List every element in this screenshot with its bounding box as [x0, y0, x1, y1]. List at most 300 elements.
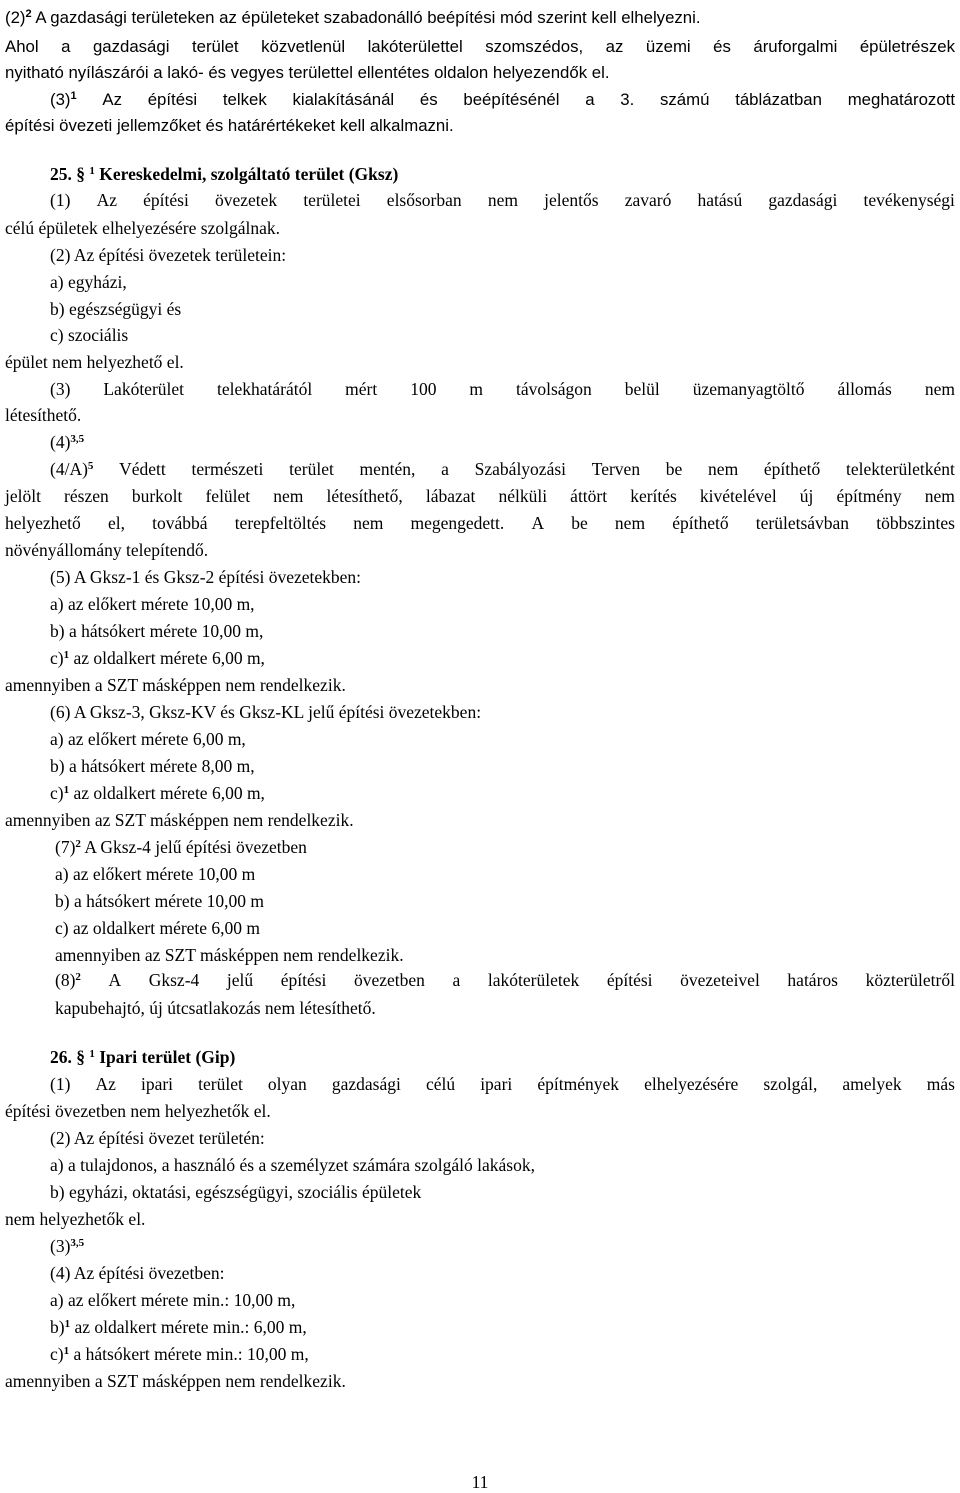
text-run: üzemanyagtöltő [692, 379, 805, 399]
text-line-s25p4 [50, 432, 84, 454]
word [606, 37, 624, 59]
word [141, 1074, 173, 1096]
word [420, 90, 438, 112]
word [592, 459, 640, 481]
text-run: üzemi [645, 37, 691, 56]
text-line-s26p4b [50, 1317, 307, 1339]
text-run: (3) [50, 90, 71, 109]
word [50, 190, 70, 212]
text-run: amennyiben a SZT másképpen nem rendelkezik. [5, 675, 346, 695]
text-run: (3) [50, 379, 71, 399]
text-run: felület [205, 486, 251, 506]
text-run: b) a hátsókert mérete 8,00 m, [50, 756, 255, 776]
text-run: nem helyezhetők el. [5, 1209, 146, 1229]
word [646, 37, 691, 59]
word [235, 513, 326, 535]
word [223, 90, 267, 112]
text-run: terepfeltöltés [234, 513, 327, 533]
text-run: Lakóterület [103, 379, 185, 399]
text-line-s25p6b [50, 756, 255, 778]
text-run: építési [147, 90, 198, 109]
text-run: zavaró [624, 190, 672, 210]
word [615, 513, 645, 535]
text-run: nem [614, 513, 646, 533]
text-run: nélküli [498, 486, 548, 506]
footnote-ref: 3,5 [70, 1237, 85, 1249]
text-run: beépítésénél [463, 90, 560, 109]
word [571, 513, 588, 535]
word [217, 379, 312, 401]
word [620, 90, 634, 112]
word [119, 459, 166, 481]
text-line-s25p2 [50, 245, 286, 267]
text-run: kerítés [630, 486, 677, 506]
text-run: létesíthető, [326, 486, 403, 506]
word [537, 1074, 619, 1096]
text-run: építési [280, 970, 327, 990]
word [215, 190, 277, 212]
footnote-ref: 3,5 [70, 433, 85, 445]
text-line-p1b [5, 37, 955, 59]
word [426, 486, 476, 508]
text-run: a [585, 90, 595, 109]
text-run: olyan [267, 1074, 307, 1094]
text-run: telekhatárától [216, 379, 313, 399]
text-run: (1) [50, 190, 71, 210]
text-line-p1c [5, 63, 610, 85]
word [498, 486, 547, 508]
word [387, 190, 462, 212]
text-run: telkek [222, 90, 267, 109]
word [531, 513, 544, 535]
word [148, 90, 197, 112]
word [585, 90, 594, 112]
word [55, 970, 81, 992]
text-run: az oldalkert mérete min.: 6,00 m, [70, 1317, 307, 1337]
text-run: Az [102, 90, 122, 109]
text-run: a) egyházi, [50, 272, 127, 292]
text-run: jelölt [5, 486, 41, 506]
text-run: számú [660, 90, 710, 109]
text-line-s25p6 [50, 702, 481, 724]
word [480, 1074, 512, 1096]
word [672, 513, 728, 535]
text-line-s25p7c [55, 918, 260, 940]
word [660, 90, 709, 112]
text-run: nem [708, 459, 739, 479]
word [354, 970, 425, 992]
text-run: (2) Az építési övezetek területein: [50, 245, 287, 265]
text-run: (5) A Gksz-1 és Gksz-2 építési övezetekben: [50, 567, 362, 587]
text-run: be [571, 513, 588, 533]
word [544, 190, 598, 212]
word [693, 379, 805, 401]
word [630, 486, 677, 508]
text-run: építési [143, 190, 189, 210]
word [273, 486, 303, 508]
word [680, 970, 760, 992]
text-run: mentén, [359, 459, 416, 479]
word [488, 190, 518, 212]
word [570, 486, 607, 508]
text-line-s25 [50, 164, 398, 186]
word [205, 486, 250, 508]
text-run: gazdasági [768, 190, 838, 210]
text-run: a [452, 970, 461, 990]
text-run: szolgál, [763, 1074, 818, 1094]
text-run: jelentős [544, 190, 599, 210]
word [5, 513, 81, 535]
text-run: gazdasági [331, 1074, 401, 1094]
word [787, 970, 838, 992]
word [768, 190, 837, 212]
word [227, 970, 253, 992]
text-run: áttört [570, 486, 608, 506]
word [666, 459, 683, 481]
text-run: 25. § [50, 164, 90, 184]
word [109, 970, 122, 992]
word [485, 37, 583, 59]
text-run: állomás [837, 379, 892, 399]
word [625, 190, 672, 212]
text-run: mért [345, 379, 378, 399]
word [353, 513, 383, 535]
word [860, 37, 955, 59]
word [848, 90, 955, 112]
text-run: nem [924, 379, 955, 399]
text-line-s25p7a [55, 864, 255, 886]
word [469, 379, 483, 401]
text-run: övezeteivel [680, 970, 760, 990]
text-line-s25p5b [50, 621, 263, 643]
word [837, 379, 891, 401]
text-line-s26p4a [50, 1290, 295, 1312]
footnote-ref: 1 [89, 165, 95, 177]
text-run: létesíthető. [5, 405, 82, 425]
text-run: épületrészek [859, 37, 955, 56]
footnote-ref: 2 [25, 8, 32, 20]
word [64, 486, 109, 508]
word [303, 190, 360, 212]
word [864, 190, 955, 212]
text-line-p2b [5, 116, 454, 138]
word [50, 459, 93, 481]
text-run: nyitható nyílászárói a lakó- és vegyes területtel ellentétes oldalon helyezendők el. [5, 63, 610, 82]
text-line-s26p4 [50, 1263, 224, 1285]
text-run: nem [924, 486, 955, 506]
word [876, 513, 955, 535]
text-run: Szabályozási [474, 459, 567, 479]
text-run: (3) [50, 1236, 71, 1256]
text-run: b) egészségügyi és [50, 299, 182, 319]
text-run: burkolt [131, 486, 183, 506]
word [152, 513, 207, 535]
footnote-ref: 1 [89, 1048, 95, 1060]
word [836, 486, 901, 508]
text-run: övezetben [354, 970, 425, 990]
text-line-s25p8b [55, 998, 376, 1020]
text-run: áruforgalmi [753, 37, 838, 56]
text-run: A Gksz-4 jelű építési övezetben [80, 837, 307, 857]
word [927, 1074, 955, 1096]
text-run: el, [107, 513, 125, 533]
word [149, 970, 200, 992]
word [756, 513, 849, 535]
footnote-ref: 2 [75, 838, 81, 850]
footnote-ref: 1 [64, 1318, 71, 1330]
text-run: építmény [836, 486, 902, 506]
text-run: a) az előkert mérete 6,00 m, [50, 729, 246, 749]
text-run: amelyek [842, 1074, 902, 1094]
text-run: célú épületek elhelyezésére szolgálnak. [5, 218, 280, 238]
word [50, 90, 77, 112]
text-run: többszintes [876, 513, 955, 533]
text-run: területei [303, 190, 361, 210]
text-run: 100 [410, 379, 437, 399]
text-line-s25p4a4 [5, 540, 208, 562]
text-run: hatású [697, 190, 743, 210]
text-run: ipari [480, 1074, 513, 1094]
text-run: b) a hátsókert mérete 10,00 m [55, 891, 264, 911]
text-run: növényállomány telepítendő. [5, 540, 209, 560]
text-line-s25p2a [50, 272, 127, 294]
word [488, 970, 579, 992]
word [411, 513, 505, 535]
text-run: lábazat [425, 486, 476, 506]
text-run: Terven [591, 459, 641, 479]
footnote-ref: 1 [63, 1345, 70, 1357]
text-line-s26p2 [50, 1128, 265, 1150]
text-run: (1) [50, 1074, 71, 1094]
word [97, 190, 117, 212]
text-line-s25p8a [55, 970, 955, 992]
footnote-ref: 1 [70, 90, 77, 102]
text-run: c) [50, 1344, 64, 1364]
text-line-s26p1b [5, 1101, 271, 1123]
text-run: elsősorban [386, 190, 462, 210]
text-run: táblázatban [735, 90, 822, 109]
text-line-s26p4d [5, 1371, 346, 1393]
word [143, 190, 189, 212]
word [441, 459, 449, 481]
text-line-s25p6d [5, 810, 354, 832]
word [644, 1074, 738, 1096]
text-run: b) [50, 1317, 65, 1337]
text-run: nem [353, 513, 384, 533]
text-line-s26p4c [50, 1344, 309, 1366]
text-run: jelű [226, 970, 254, 990]
word [925, 486, 955, 508]
text-line-s25p3b [5, 405, 81, 427]
text-run: terület [198, 1074, 243, 1094]
text-run: amennyiben a SZT másképpen nem rendelkezik. [5, 1371, 346, 1391]
text-line-s25p4a1 [50, 459, 955, 481]
text-line-s25p5 [50, 567, 361, 589]
word [93, 37, 170, 59]
word [866, 970, 955, 992]
text-run: terület [289, 459, 334, 479]
text-line-p2a [50, 90, 955, 112]
text-line-s26p3 [50, 1236, 84, 1258]
text-run: övezetek [214, 190, 278, 210]
text-run: (4) [50, 432, 71, 452]
word [753, 37, 837, 59]
word [61, 37, 70, 59]
text-run: nem [487, 190, 518, 210]
text-run: a hátsókert mérete min.: 10,00 m, [69, 1344, 309, 1364]
text-run: és [713, 37, 731, 56]
word [5, 37, 39, 59]
text-line-s26 [50, 1047, 235, 1069]
word [698, 190, 743, 212]
word [102, 90, 122, 112]
text-run: Ahol [5, 37, 39, 56]
text-line-s26p2c [5, 1209, 145, 1231]
text-line-s25p1b [5, 218, 280, 240]
word [198, 1074, 243, 1096]
footnote-ref: 2 [75, 971, 81, 983]
word [426, 1074, 455, 1096]
word [410, 379, 436, 401]
text-run: Az [96, 190, 117, 210]
word [268, 1074, 307, 1096]
text-run: (4/A) [50, 459, 88, 479]
text-run: kapubehajtó, új útcsatlakozás nem létesíthető. [55, 998, 376, 1018]
text-run: (6) A Gksz-3, Gksz-KV és Gksz-KL jelű építési övezetekben: [50, 702, 482, 722]
word [292, 90, 394, 112]
text-line-s26p2a [50, 1155, 535, 1177]
text-line-s26p1a [50, 1074, 955, 1096]
text-run: helyezhető [5, 513, 81, 533]
word [842, 1074, 901, 1096]
word [261, 37, 345, 59]
text-run: (2) [5, 8, 26, 27]
text-line-s25p1a [50, 190, 955, 212]
text-line-s25p7d [55, 945, 404, 967]
text-line-s25p6a [50, 729, 246, 751]
text-run: c) az oldalkert mérete 6,00 m [55, 918, 261, 938]
text-run: az [605, 37, 624, 56]
text-run: a [61, 37, 71, 56]
word [925, 379, 955, 401]
footnote-ref: 5 [87, 460, 94, 472]
text-line-s25p7b [55, 891, 264, 913]
word [708, 459, 738, 481]
text-run: 26. § [50, 1047, 90, 1067]
text-line-s25p7 [55, 837, 307, 859]
text-run: Az [95, 1074, 116, 1094]
word [453, 970, 461, 992]
text-run: építmények [537, 1074, 619, 1094]
text-run: c) szociális [50, 325, 129, 345]
text-line-s25p5d [5, 675, 346, 697]
text-line-s25p4a3 [5, 513, 955, 535]
word [368, 37, 463, 59]
text-run: A [531, 513, 545, 533]
text-run: meghatározott [847, 90, 955, 109]
text-run: építhető [763, 459, 821, 479]
text-run: a) az előkert mérete min.: 10,00 m, [50, 1290, 296, 1310]
text-run: és [419, 90, 438, 109]
text-run: (7) [55, 837, 76, 857]
text-run: az oldalkert mérete 6,00 m, [69, 783, 265, 803]
text-run: (2) Az építési övezet területén: [50, 1128, 265, 1148]
text-run: a) az előkert mérete 10,00 m [55, 864, 256, 884]
word [800, 486, 814, 508]
word [132, 486, 183, 508]
text-run: elhelyezésére [644, 1074, 739, 1094]
text-run: (8) [55, 970, 76, 990]
text-run: ipari [140, 1074, 174, 1094]
text-run: közvetlenül [261, 37, 346, 56]
text-run: közterületről [865, 970, 955, 990]
text-run: telekterületként [846, 459, 955, 479]
text-run: m [469, 379, 484, 399]
text-run: nem [273, 486, 304, 506]
word [103, 379, 184, 401]
text-line-s25p4a2 [5, 486, 955, 508]
text-run: természeti [191, 459, 264, 479]
word [625, 379, 660, 401]
word [289, 459, 334, 481]
text-run: 3. [620, 90, 635, 109]
text-run: határos [787, 970, 838, 990]
text-run: megengedett. [410, 513, 505, 533]
word [332, 1074, 401, 1096]
word [735, 90, 822, 112]
word [192, 459, 264, 481]
text-run: a [441, 459, 449, 479]
word [192, 37, 239, 59]
text-run: szomszédos, [485, 37, 584, 56]
word [50, 1074, 70, 1096]
text-run: más [926, 1074, 955, 1094]
word [713, 37, 731, 59]
text-run: távolságon [515, 379, 592, 399]
text-run: épület nem helyezhető el. [5, 352, 184, 372]
text-run: Ipari terület (Gip) [94, 1047, 236, 1067]
text-line-s25p6c [50, 783, 265, 805]
text-line-s25p2b [50, 299, 181, 321]
text-run: építhető [672, 513, 729, 533]
word [763, 1074, 817, 1096]
text-line-s25p2d [5, 352, 184, 374]
word [463, 90, 559, 112]
text-run: Védett [119, 459, 166, 479]
text-run: terület [191, 37, 239, 56]
word [764, 459, 820, 481]
text-run: Gksz-4 [148, 970, 200, 990]
text-line-s25p5a [50, 594, 255, 616]
text-run: területsávban [755, 513, 850, 533]
word [108, 513, 125, 535]
text-line-s25p2c [50, 325, 128, 347]
text-run: be [665, 459, 683, 479]
text-run: b) egyházi, oktatási, egészségügyi, szociális épületek [50, 1182, 422, 1202]
word [50, 379, 70, 401]
text-run: építési övezetben nem helyezhetők el. [5, 1101, 271, 1121]
text-run: (4) Az építési övezetben: [50, 1263, 225, 1283]
text-run: részen [64, 486, 109, 506]
footnote-ref: 1 [63, 649, 70, 661]
word [700, 486, 777, 508]
text-line-s26p2b [50, 1182, 421, 1204]
text-run: lakóterületek [487, 970, 580, 990]
text-run: tevékenységi [863, 190, 955, 210]
text-run: a) a tulajdonos, a használó és a személyzet számára szolgáló lakások, [50, 1155, 535, 1175]
text-run: b) a hátsókert mérete 10,00 m, [50, 621, 264, 641]
footnote-ref: 1 [63, 784, 70, 796]
